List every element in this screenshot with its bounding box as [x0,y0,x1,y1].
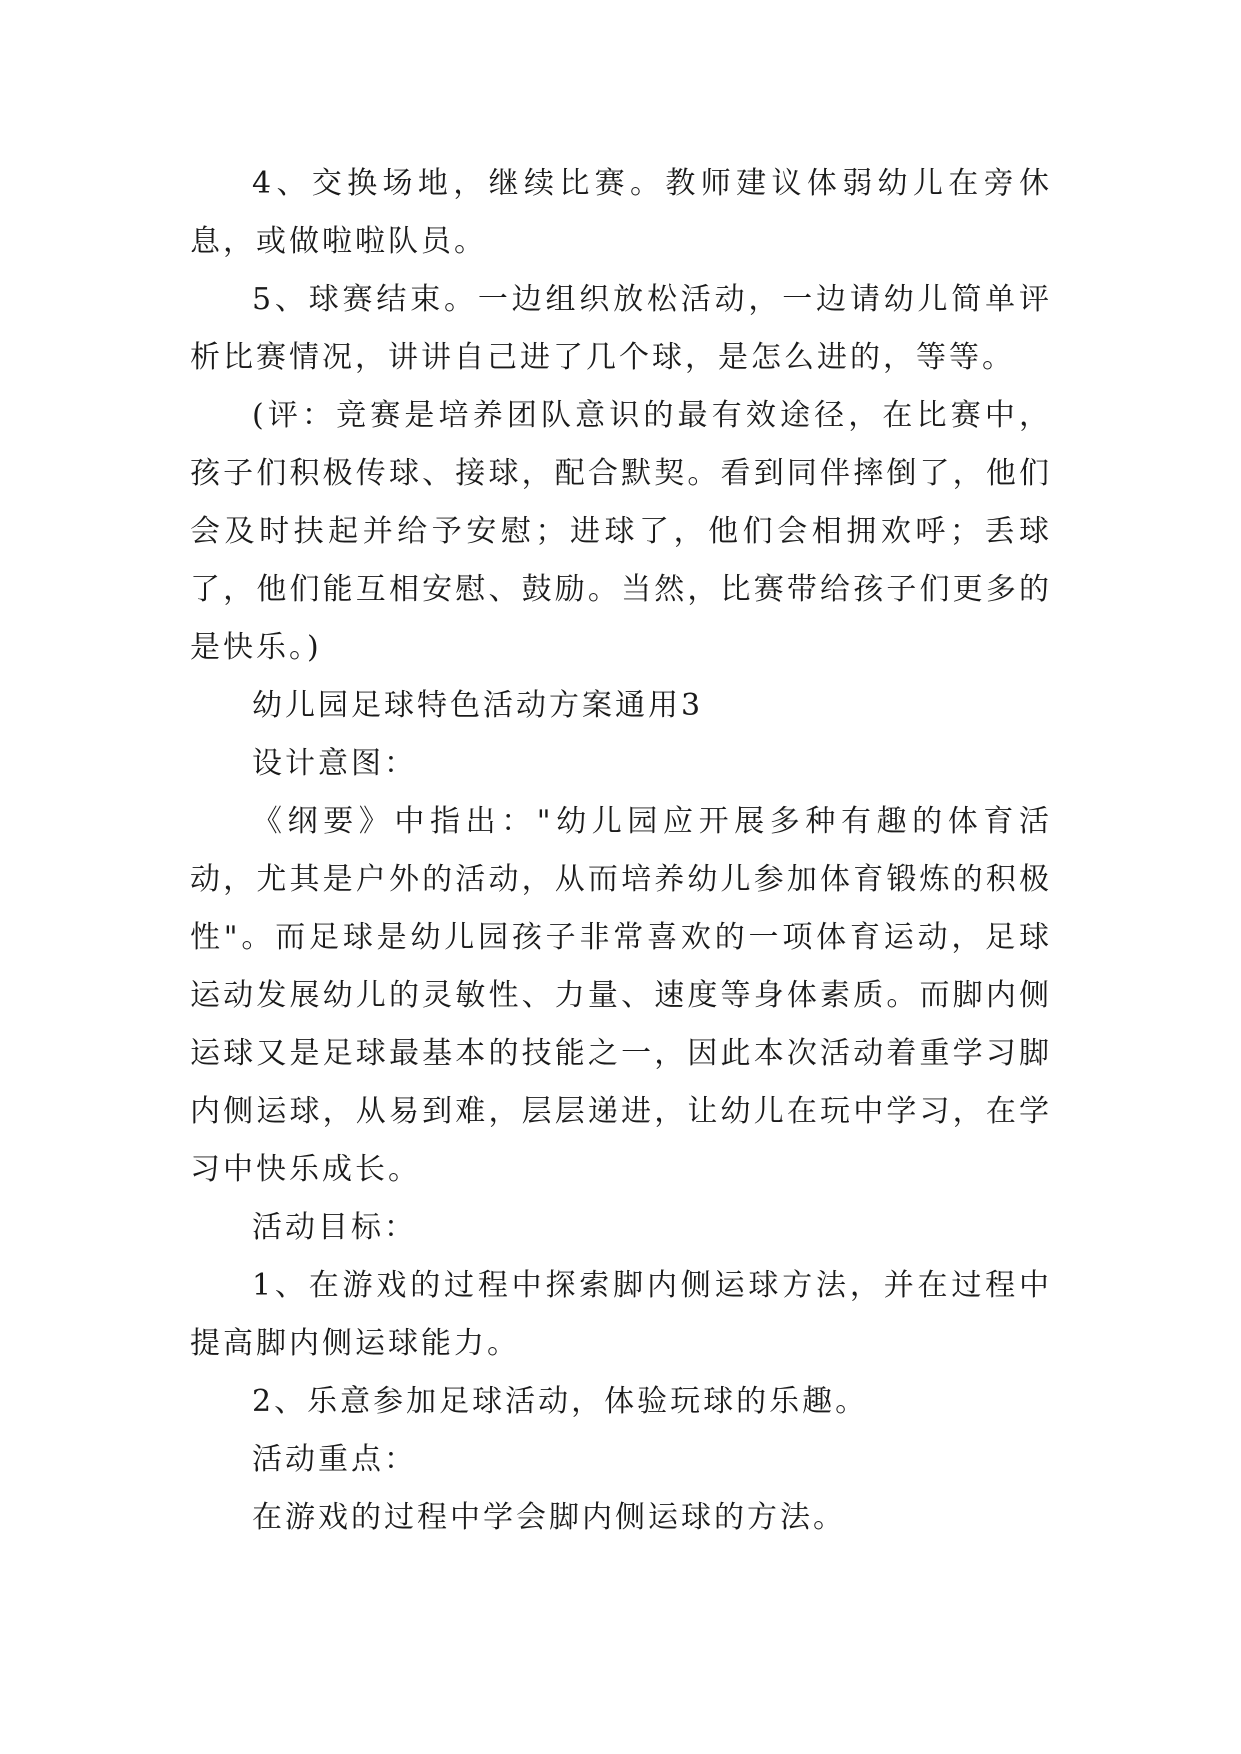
paragraph-comment: (评：竞赛是培养团队意识的最有效途径，在比赛中，孩子们积极传球、接球，配合默契。看到同伴摔倒了，他们会及时扶起并给予安慰；进球了，他们会相拥欢呼；丢球了，他们能互相安慰、鼓励。当然，比赛带给孩子们更多的是快乐。) [190,398,1052,665]
activity-focus-heading: 活动重点： [252,1442,417,1477]
design-intent-heading: 设计意图： [252,746,417,781]
paragraph-step-5: 5、球赛结束。一边组织放松活动，一边请幼儿简单评析比赛情况，讲讲自己进了几个球，是怎么进的，等等。 [190,282,1052,375]
activity-goal-2: 2、乐意参加足球活动，体验玩球的乐趣。 [252,1384,869,1419]
design-intent-paragraph: 《纲要》中指出："幼儿园应开展多种有趣的体育活动，尤其是户外的活动，从而培养幼儿参加体育锻炼的积极性"。而足球是幼儿园孩子非常喜欢的一项体育运动，足球运动发展幼儿的灵敏性、力量、速度等身体素质。而脚内侧运球又是足球最基本的技能之一，因此本次活动着重学习脚内侧运球，从易到难，层层递进，让幼儿在玩中学习，在学习中快乐成长。 [190,804,1052,1187]
activity-goals-heading: 活动目标： [252,1210,417,1245]
document-body [190,155,1052,1547]
activity-focus-paragraph: 在游戏的过程中学会脚内侧运球的方法。 [252,1500,846,1535]
paragraph-step-4: 4、交换场地，继续比赛。教师建议体弱幼儿在旁休息，或做啦啦队员。 [190,166,1052,259]
section-title: 幼儿园足球特色活动方案通用3 [252,688,704,723]
activity-goal-1: 1、在游戏的过程中探索脚内侧运球方法，并在过程中提高脚内侧运球能力。 [190,1268,1052,1361]
